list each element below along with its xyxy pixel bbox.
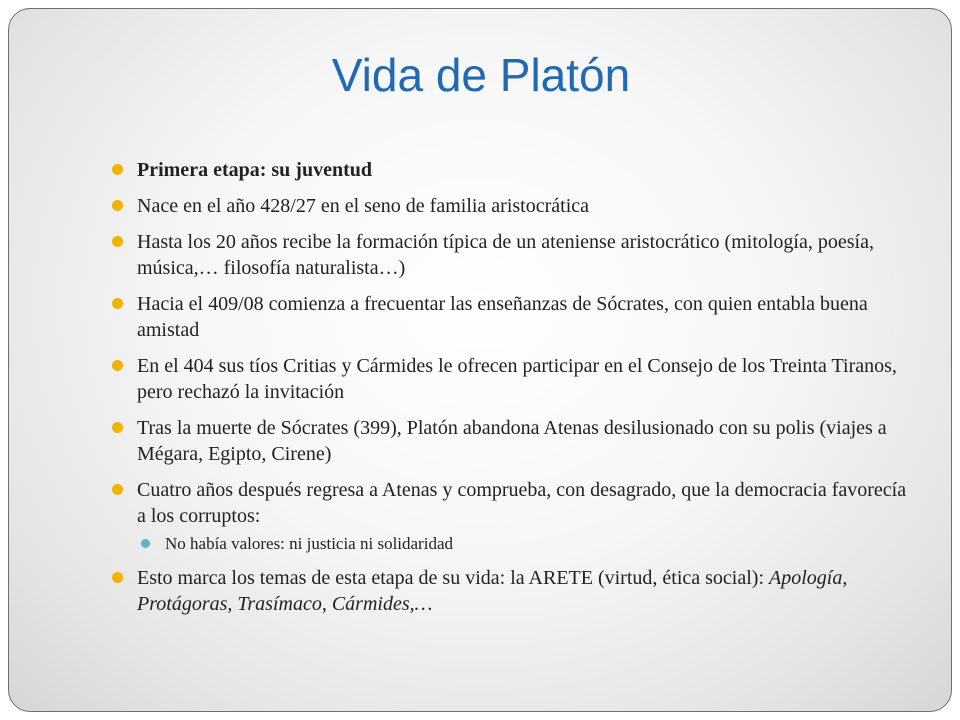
bullet-text: Hasta los 20 años recibe la formación típica de un ateniense aristocrático (mitología, poesía, música,… filosofía naturalista…)	[137, 231, 874, 279]
list-item	[111, 477, 911, 529]
list-item	[111, 291, 911, 343]
bullet-text: Cuatro años después regresa a Atenas y comprueba, con desagrado, que la democracia favorecía a los corruptos:	[137, 479, 907, 527]
bullet-text: En el 404 sus tíos Critias y Cármides le ofrecen participar en el Consejo de los Treinta Tiranos, pero rechazó la invitación	[137, 355, 897, 403]
list-item	[111, 193, 911, 219]
bullet-icon	[112, 422, 123, 433]
bullet-text: Hacia el 409/08 comienza a frecuentar las enseñanzas de Sócrates, con quien entabla buena amistad	[137, 293, 868, 341]
bullet-icon	[112, 164, 123, 175]
bullet-text: Tras la muerte de Sócrates (399), Platón abandona Atenas desilusionado con su polis (viajes a Mégara, Egipto, Cirene)	[137, 417, 887, 465]
list-item	[111, 353, 911, 405]
list-item	[111, 229, 911, 281]
sub-bullet-icon	[141, 539, 150, 548]
bullet-icon	[112, 572, 123, 583]
list-item	[111, 565, 911, 617]
bullet-icon	[112, 236, 123, 247]
list-item	[111, 415, 911, 467]
bullet-list	[111, 157, 911, 617]
slide	[8, 8, 952, 712]
works-list: Apología, Protágoras, Trasímaco, Cármides,…	[137, 567, 848, 615]
slide-title: Vida de Platón	[331, 49, 631, 101]
bullet-icon	[112, 360, 123, 371]
bullet-icon	[112, 298, 123, 309]
sub-list-item	[111, 533, 911, 555]
bullet-icon	[112, 200, 123, 211]
bullet-text: Esto marca los temas de esta etapa de su vida: la ARETE (virtud, ética social):	[137, 567, 770, 589]
list-item	[111, 157, 911, 183]
bullet-text: Primera etapa: su juventud	[137, 159, 372, 181]
bullet-icon	[112, 484, 123, 495]
bullet-text: Nace en el año 428/27 en el seno de familia aristocrática	[137, 195, 590, 217]
sub-bullet-text: No había valores: ni justicia ni solidaridad	[165, 534, 453, 553]
